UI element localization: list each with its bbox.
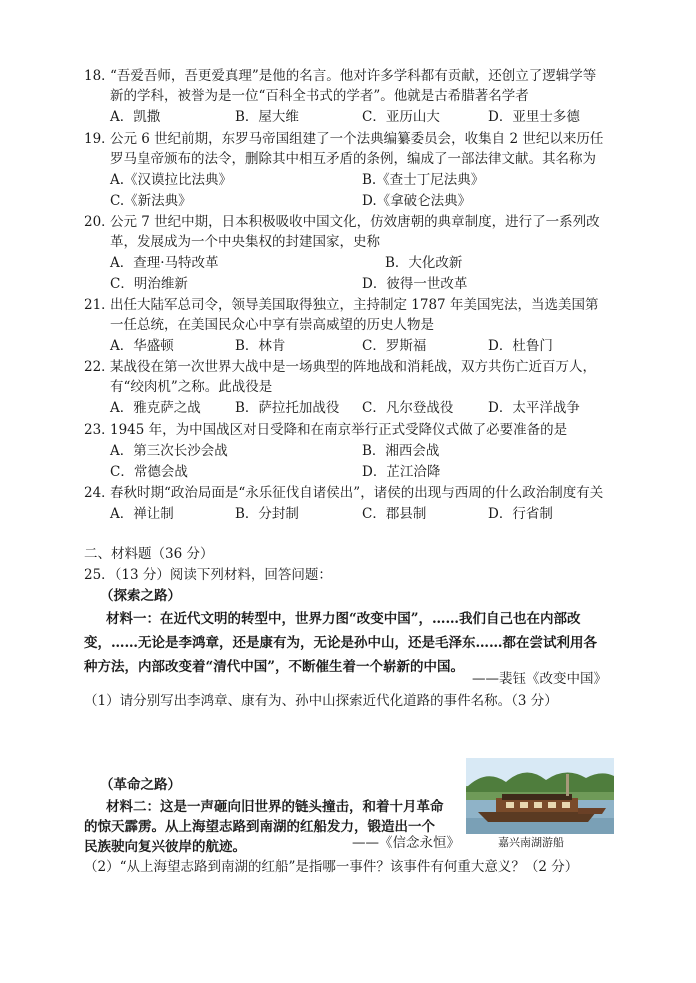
material-text: 民族驶向复兴彼岸的航迹。 — [84, 839, 246, 855]
option-d: D．芷江洽降 — [362, 464, 441, 480]
option-d: D．太平洋战争 — [488, 400, 580, 416]
question-intro: 25．（13 分）阅读下列材料，回答问题： — [84, 567, 332, 583]
material-text: 种方法，内部改变着“清代中国”，不断催生着一个崭新的中国。 — [84, 659, 465, 675]
option-c: C．常德会战 — [110, 464, 188, 480]
option-a: A．华盛顿 — [110, 338, 174, 354]
option-a: A.《汉谟拉比法典》 — [110, 172, 233, 188]
question-number: 20． — [84, 214, 115, 230]
option-b: B．大化改新 — [385, 255, 463, 271]
option-b: B．林肯 — [235, 338, 286, 354]
material-text: 变，……无论是李鸿章，还是康有为，无论是孙中山，还是毛泽东……都在尝试利用各 — [84, 635, 597, 651]
option-b: B．屋大维 — [235, 109, 299, 125]
option-d: D．杜鲁门 — [488, 338, 553, 354]
question-text: 罗马皇帝颁布的法令，删除其中相互矛盾的条例，编成了一部法律文献。其名称为 — [110, 151, 596, 167]
question-text: 1945 年，为中国战区对日受降和在南京举行正式受降仪式做了必要准备的是 — [110, 422, 568, 438]
material-source: ——《信念永恒》 — [352, 835, 460, 851]
option-c: C．罗斯福 — [362, 338, 427, 354]
red-boat-photo — [466, 758, 614, 834]
question-number: 23． — [84, 422, 115, 438]
question-text: 有“绞肉机”之称。此战役是 — [110, 379, 273, 395]
question-number: 24． — [84, 485, 115, 501]
option-b: B．湘西会战 — [362, 443, 440, 459]
option-a: A．查理·马特改革 — [110, 255, 219, 271]
part-heading: （革命之路） — [100, 777, 181, 793]
option-b: B.《查士丁尼法典》 — [362, 172, 485, 188]
sub-question: （1）请分别写出李鸿章、康有为、孙中山探索近代化道路的事件名称。（3 分） — [84, 693, 558, 709]
material-text: 的惊天霹雳。从上海望志路到南湖的红船发力，锻造出一个 — [84, 819, 435, 835]
option-c: C．亚历山大 — [362, 109, 440, 125]
section-title: 二、材料题（36 分） — [84, 546, 214, 562]
image-caption: 嘉兴南湖游船 — [498, 836, 564, 849]
option-a: A．禅让制 — [110, 506, 174, 522]
question-number: 21． — [84, 297, 115, 313]
option-a: A．雅克萨之战 — [110, 400, 201, 416]
option-a: A．凯撒 — [110, 109, 161, 125]
option-c: C．明治维新 — [110, 276, 188, 292]
option-b: B．萨拉托加战役 — [235, 400, 340, 416]
option-b: B．分封制 — [235, 506, 299, 522]
option-d: D．彼得一世改革 — [362, 276, 468, 292]
option-c: C．郡县制 — [362, 506, 427, 522]
question-text: 一任总统，在美国民众心中享有崇高威望的历史人物是 — [110, 317, 434, 333]
option-d: D.《拿破仑法典》 — [362, 193, 472, 209]
material-text: 材料一：在近代文明的转型中，世界力图“改变中国”，……我们自己也在内部改 — [106, 611, 581, 627]
question-text: 某战役在第一次世界大战中是一场典型的阵地战和消耗战，双方共伤亡近百万人， — [110, 359, 596, 375]
question-text: 公元 7 世纪中期，日本积极吸收中国文化，仿效唐朝的典章制度，进行了一系列改 — [110, 214, 600, 230]
sub-question: （2）“从上海望志路到南湖的红船”是指哪一事件？该事件有何重大意义？（2 分） — [84, 859, 579, 875]
part-heading: （探索之路） — [100, 588, 181, 604]
question-number: 22． — [84, 359, 115, 375]
question-text: “吾爱吾师，吾更爱真理”是他的名言。他对许多学科都有贡献，还创立了逻辑学等 — [110, 68, 597, 84]
question-number: 19． — [84, 131, 115, 147]
option-c: C.《新法典》 — [110, 193, 192, 209]
option-a: A．第三次长沙会战 — [110, 443, 228, 459]
question-text: 出任大陆军总司令，领导美国取得独立，主持制定 1787 年美国宪法，当选美国第 — [110, 297, 599, 313]
question-text: 革，发展成为一个中央集权的封建国家，史称 — [110, 234, 380, 250]
question-text: 公元 6 世纪前期，东罗马帝国组建了一个法典编纂委员会，收集自 2 世纪以来历任 — [110, 131, 604, 147]
question-number: 18． — [84, 68, 115, 84]
option-d: D．行省制 — [488, 506, 553, 522]
option-c: C．凡尔登战役 — [362, 400, 454, 416]
question-text: 春秋时期“政治局面是“永乐征伐自诸侯出”，诸侯的出现与西周的什么政治制度有关 — [110, 485, 604, 501]
question-text: 新的学科，被誉为是一位“百科全书式的学者”。他就是古希腊著名学者 — [110, 88, 529, 104]
material-text: 材料二：这是一声砸向旧世界的链头撞击，和着十月革命 — [106, 799, 444, 815]
material-source: ——裴钰《改变中国》 — [472, 671, 607, 687]
option-d: D．亚里士多德 — [488, 109, 580, 125]
